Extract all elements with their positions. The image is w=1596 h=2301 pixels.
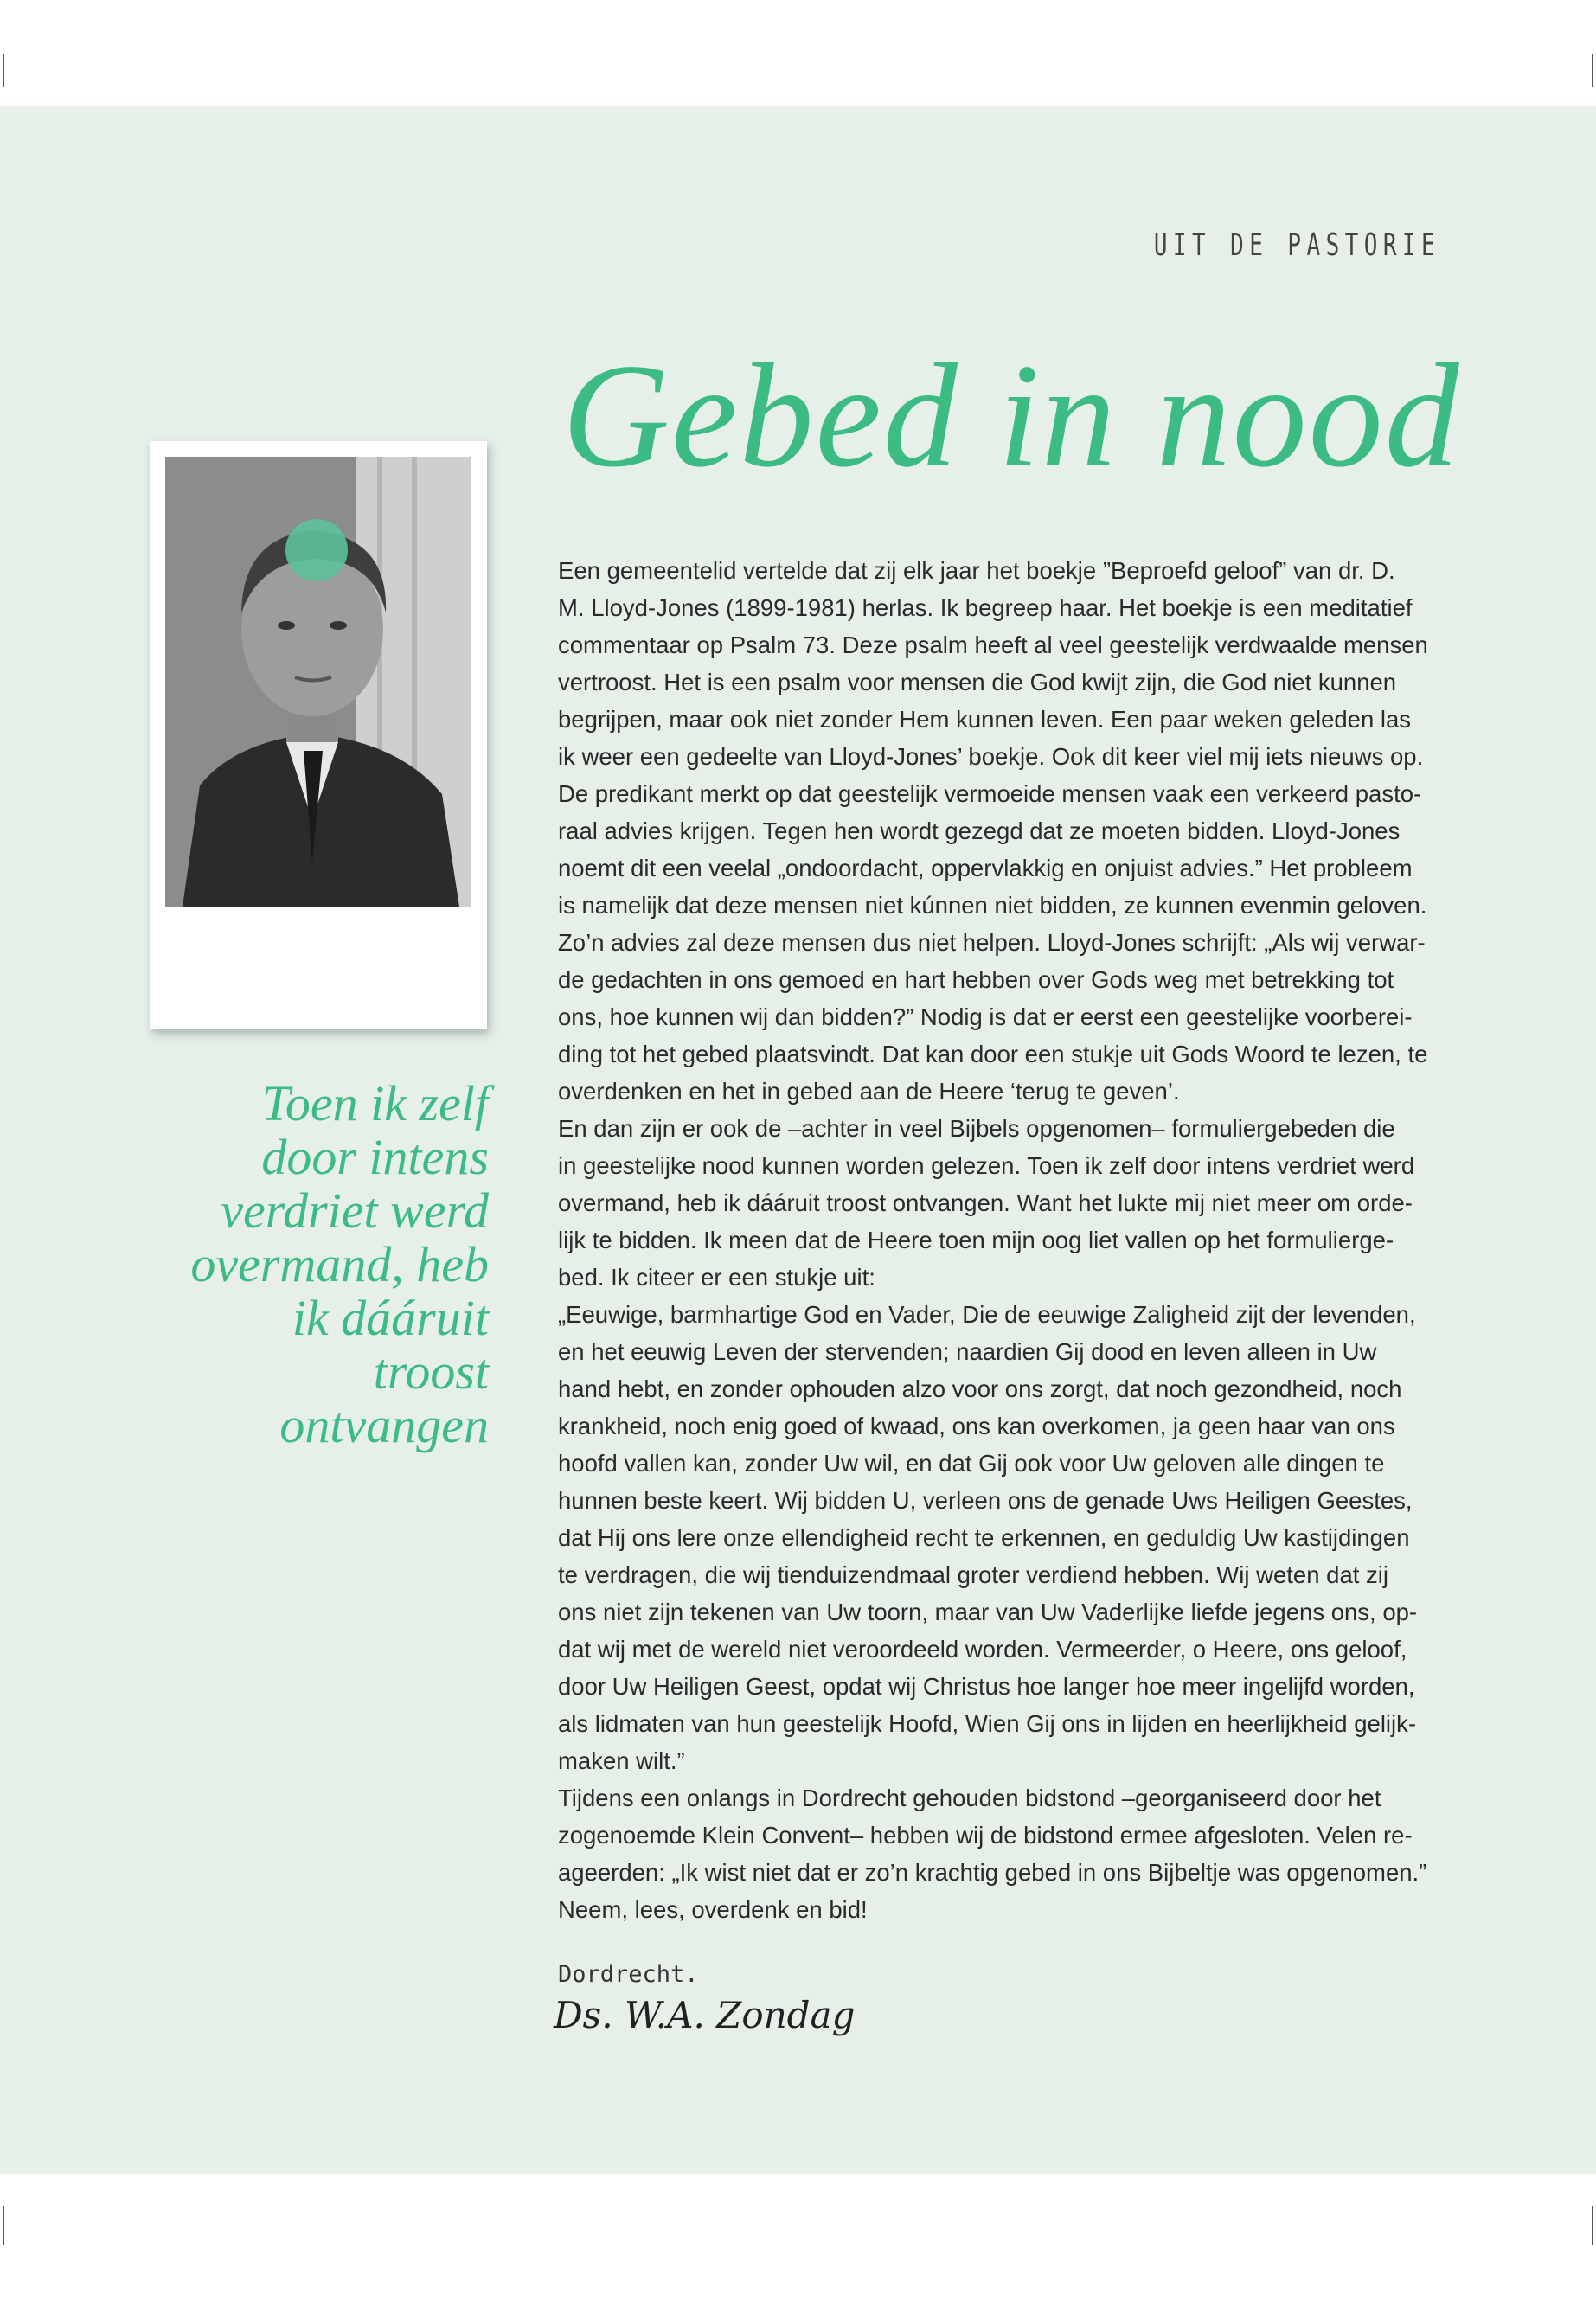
body-line: Tijdens een onlangs in Dordrecht gehouden bidstond –georganiseerd door het xyxy=(558,1785,1381,1811)
crop-mark-top-left xyxy=(3,54,4,87)
page-title: Gebed in nood xyxy=(562,334,1461,498)
pull-quote-line: Toen ik zelf xyxy=(261,1075,489,1131)
body-line: krankheid, noch enig goed of kwaad, ons kan overkomen, ja geen haar van ons xyxy=(558,1413,1395,1439)
body-line: hand hebt, en zonder ophouden alzo voor ons zorgt, dat noch gezondheid, noch xyxy=(558,1375,1402,1402)
body-line: is namelijk dat deze mensen niet kúnnen niet bidden, ze kunnen evenmin geloven. xyxy=(558,892,1427,919)
pin-dot xyxy=(285,519,348,581)
body-line: M. Lloyd-Jones (1899-1981) herlas. Ik begreep haar. Het boekje is een meditatief xyxy=(558,594,1413,621)
body-line: hoofd vallen kan, zonder Uw wil, en dat Gij ook voor Uw geloven alle dingen te xyxy=(558,1450,1385,1477)
body-line: ageerden: „Ik wist niet dat er zo’n krachtig gebed in ons Bijbeltje was opgenomen.” xyxy=(558,1859,1427,1886)
body-line: ding tot het gebed plaatsvindt. Dat kan door een stukje uit Gods Woord te lezen, te xyxy=(558,1041,1428,1067)
body-line: En dan zijn er ook de –achter in veel Bijbels opgenomen– formuliergebeden die xyxy=(558,1115,1395,1142)
body-line: vertroost. Het is een psalm voor mensen die God kwijt zijn, die God niet kunnen xyxy=(558,669,1397,695)
body-line: bed. Ik citeer er een stukje uit: xyxy=(558,1264,875,1291)
pull-quote xyxy=(156,1077,489,1452)
body-line: commentaar op Psalm 73. Deze psalm heeft al veel geestelijk verdwaalde mensen xyxy=(558,631,1428,658)
body-line: te verdragen, die wij tienduizendmaal groter verdiend hebben. Wij weten dat zij xyxy=(558,1561,1388,1588)
body-line: en het eeuwig Leven der stervenden; naardien Gij dood en leven alleen in Uw xyxy=(558,1338,1377,1365)
pull-quote-line: troost xyxy=(373,1343,489,1400)
body-line: „Eeuwige, barmhartige God en Vader, Die de eeuwige Zaligheid zijt der levenden, xyxy=(558,1301,1416,1328)
body-line: ons niet zijn tekenen van Uw toorn, maar van Uw Vaderlijke liefde jegens ons, op- xyxy=(558,1599,1418,1625)
body-line: overdenken en het in gebed aan de Heere ‘terug te geven’. xyxy=(558,1078,1180,1105)
body-line: als lidmaten van hun geestelijk Hoofd, Wien Gij ons in lijden en heerlijkheid gelijk- xyxy=(558,1710,1417,1737)
pull-quote-line: overmand, heb xyxy=(190,1236,489,1292)
body-line: Zo’n advies zal deze mensen dus niet helpen. Lloyd-Jones schrijft: „Als wij verwar- xyxy=(558,929,1426,956)
body-line: lijk te bidden. Ik meen dat de Heere toen mijn oog liet vallen op het formulierge- xyxy=(558,1227,1394,1253)
body-line: Een gemeentelid vertelde dat zij elk jaar het boekje ”Beproefd geloof” van dr. D. xyxy=(558,557,1395,584)
pull-quote-line: ontvangen xyxy=(279,1397,489,1453)
body-line: zogenoemde Klein Convent– hebben wij de bidstond ermee afgesloten. Velen re- xyxy=(558,1822,1413,1849)
body-line: de gedachten in ons gemoed en hart hebben over Gods weg met betrekking tot xyxy=(558,966,1394,993)
sign-place: Dordrecht. xyxy=(558,1961,699,1988)
pull-quote-line: verdriet werd xyxy=(221,1183,489,1239)
crop-mark-bottom-left xyxy=(3,2206,4,2245)
body-line: raal advies krijgen. Tegen hen wordt gezegd dat ze moeten bidden. Lloyd-Jones xyxy=(558,817,1401,844)
body-line: ons, hoe kunnen wij dan bidden?” Nodig is dat er eerst een geestelijke voorberei- xyxy=(558,1003,1413,1030)
article-body xyxy=(558,552,1458,1928)
section-label: UIT DE PASTORIE xyxy=(1153,228,1440,263)
body-line: overmand, heb ik dááruit troost ontvangen. Want het lukte mij niet meer om orde- xyxy=(558,1189,1413,1216)
author-signature: Ds. W.A. Zondag xyxy=(554,1994,856,2036)
body-line: ik weer een gedeelte van Lloyd-Jones’ boekje. Ook dit keer viel mij iets nieuws op. xyxy=(558,743,1424,770)
crop-mark-top-right xyxy=(1592,54,1593,87)
body-line: De predikant merkt op dat geestelijk vermoeide mensen vaak een verkeerd pasto- xyxy=(558,780,1422,807)
crop-mark-bottom-right xyxy=(1592,2206,1593,2245)
body-line: noemt dit een veelal „ondoordacht, oppervlakkig en onjuist advies.” Het probleem xyxy=(558,855,1413,881)
body-line: door Uw Heiligen Geest, opdat wij Christus hoe langer hoe meer ingelijfd worden, xyxy=(558,1673,1415,1700)
body-line: in geestelijke nood kunnen worden gelezen. Toen ik zelf door intens verdriet werd xyxy=(558,1152,1415,1179)
body-line: hunnen beste keert. Wij bidden U, verleen ons de genade Uws Heiligen Geestes, xyxy=(558,1487,1413,1514)
body-line: dat Hij ons lere onze ellendigheid recht te erkennen, en geduldig Uw kastijdingen xyxy=(558,1524,1410,1551)
body-line: begrijpen, maar ook niet zonder Hem kunnen leven. Een paar weken geleden las xyxy=(558,706,1412,733)
pull-quote-line: door intens xyxy=(261,1129,489,1185)
body-line: maken wilt.” xyxy=(558,1747,685,1774)
pull-quote-line: ik dááruit xyxy=(292,1290,489,1346)
body-line: dat wij met de wereld niet veroordeeld worden. Vermeerder, o Heere, ons geloof, xyxy=(558,1636,1407,1663)
body-line: Neem, lees, overdenk en bid! xyxy=(558,1896,868,1923)
